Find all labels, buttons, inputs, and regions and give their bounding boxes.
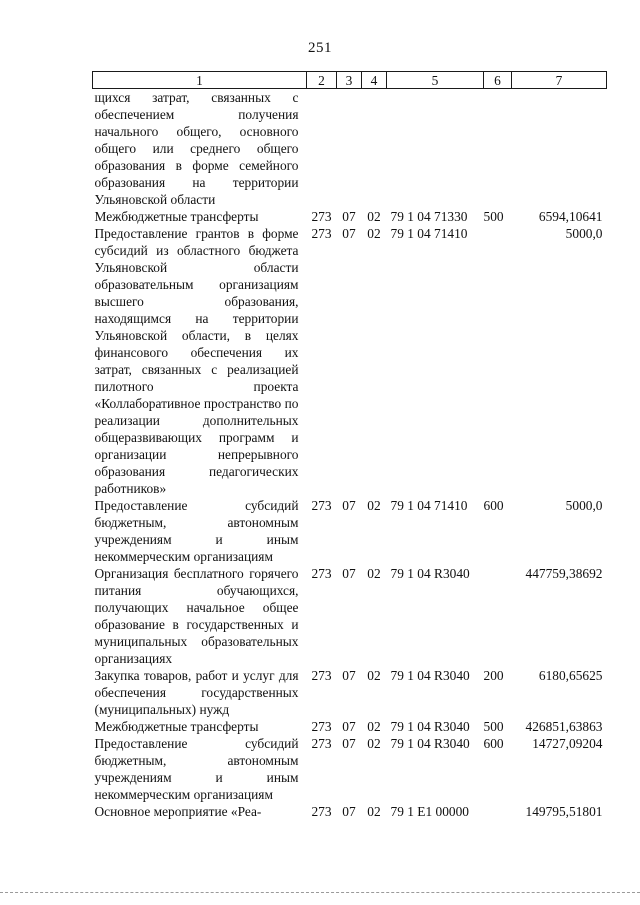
amount: 426851,63863	[525, 719, 603, 734]
subsection-code	[362, 89, 387, 209]
section-code	[337, 89, 362, 209]
column-header-7: 7	[512, 72, 607, 89]
column-header-4: 4	[362, 72, 387, 89]
row-name: Межбюджетные трансферты	[94, 719, 259, 734]
table-row	[93, 497, 607, 565]
column-header-1: 1	[93, 72, 307, 89]
table-row	[93, 89, 607, 209]
ministry-code: 273	[311, 209, 332, 224]
subsection-code: 02	[367, 719, 381, 734]
subsection-code: 02	[367, 209, 381, 224]
section-code: 07	[342, 566, 356, 581]
row-name: Предоставление субсидий бюджетным, автономным учреждениям и иным некоммерческим организациям	[94, 736, 299, 802]
target-code: 79 1 04 R3040	[390, 566, 470, 581]
row-name: Предоставление грантов в форме субсидий из областного бюджета Ульяновской области образовательным организациям высшего образования, находящимся на территории Ульяновской области, в целях финансового обеспечения их затрат, связанных с реализацией пилотного проекта «Коллаборативное пространство по реализации дополнительных общеразвивающих программ и организации непрерывного образования педагогических работников»	[94, 226, 299, 496]
target-code	[387, 89, 484, 209]
table-header	[93, 72, 607, 89]
target-code: 79 1 04 R3040	[390, 719, 470, 734]
amount	[512, 89, 607, 209]
target-code: 79 1 04 71410	[390, 498, 468, 513]
column-header-5: 5	[387, 72, 484, 89]
table-row	[93, 225, 607, 497]
target-code: 79 1 E1 00000	[390, 804, 469, 819]
budget-table	[92, 71, 607, 820]
row-name: Основное мероприятие «Реа-	[94, 804, 262, 819]
subsection-code: 02	[367, 736, 381, 751]
expense-type-code	[484, 565, 512, 667]
expense-type-code: 500	[483, 719, 504, 734]
row-name: щихся затрат, связанных с обеспечением получения начального общего, основного общего или среднего общего образования в форме семейного образования на территории Ульяновской области	[94, 90, 299, 207]
expense-type-code: 600	[483, 498, 504, 513]
amount: 447759,38692	[525, 566, 603, 581]
subsection-code: 02	[367, 566, 381, 581]
target-code: 79 1 04 R3040	[390, 736, 470, 751]
expense-type-code	[484, 89, 512, 209]
expense-type-code: 500	[483, 209, 504, 224]
subsection-code: 02	[367, 226, 381, 241]
page-number: 251	[308, 40, 332, 56]
amount: 14727,09204	[532, 736, 603, 751]
ministry-code: 273	[311, 226, 332, 241]
expense-type-code	[484, 225, 512, 497]
amount: 6594,10641	[538, 209, 603, 224]
table-row	[93, 208, 607, 225]
table-row	[93, 735, 607, 803]
expense-type-code	[484, 803, 512, 820]
column-header-3: 3	[337, 72, 362, 89]
target-code: 79 1 04 R3040	[390, 668, 470, 683]
table-row	[93, 667, 607, 718]
section-code: 07	[342, 209, 356, 224]
table-row	[93, 718, 607, 735]
column-header-6: 6	[484, 72, 512, 89]
subsection-code: 02	[367, 668, 381, 683]
table-row	[93, 565, 607, 667]
target-code: 79 1 04 71330	[390, 209, 468, 224]
section-code: 07	[342, 498, 356, 513]
ministry-code: 273	[311, 498, 332, 513]
ministry-code: 273	[311, 719, 332, 734]
target-code: 79 1 04 71410	[390, 226, 468, 241]
section-code: 07	[342, 736, 356, 751]
ministry-code	[307, 89, 337, 209]
subsection-code: 02	[367, 804, 381, 819]
ministry-code: 273	[311, 566, 332, 581]
row-name: Закупка товаров, работ и услуг для обеспечения государственных (муниципальных) нужд	[94, 668, 299, 717]
section-code: 07	[342, 668, 356, 683]
section-code: 07	[342, 226, 356, 241]
scan-edge-line	[0, 892, 640, 893]
amount: 6180,65625	[538, 668, 603, 683]
row-name: Организация бесплатного горячего питания обучающихся, получающих начальное общее образование в государственных и муниципальных образовательных организациях	[94, 566, 299, 666]
section-code: 07	[342, 804, 356, 819]
column-header-2: 2	[307, 72, 337, 89]
ministry-code: 273	[311, 804, 332, 819]
section-code: 07	[342, 719, 356, 734]
amount: 5000,0	[565, 498, 603, 513]
amount: 149795,51801	[525, 804, 603, 819]
row-name: Предоставление субсидий бюджетным, автономным учреждениям и иным некоммерческим организациям	[94, 498, 299, 564]
expense-type-code: 200	[483, 668, 504, 683]
row-name: Межбюджетные трансферты	[94, 209, 259, 224]
table-row	[93, 803, 607, 820]
subsection-code: 02	[367, 498, 381, 513]
ministry-code: 273	[311, 736, 332, 751]
expense-type-code: 600	[483, 736, 504, 751]
table-body	[93, 89, 607, 821]
ministry-code: 273	[311, 668, 332, 683]
amount: 5000,0	[565, 226, 603, 241]
